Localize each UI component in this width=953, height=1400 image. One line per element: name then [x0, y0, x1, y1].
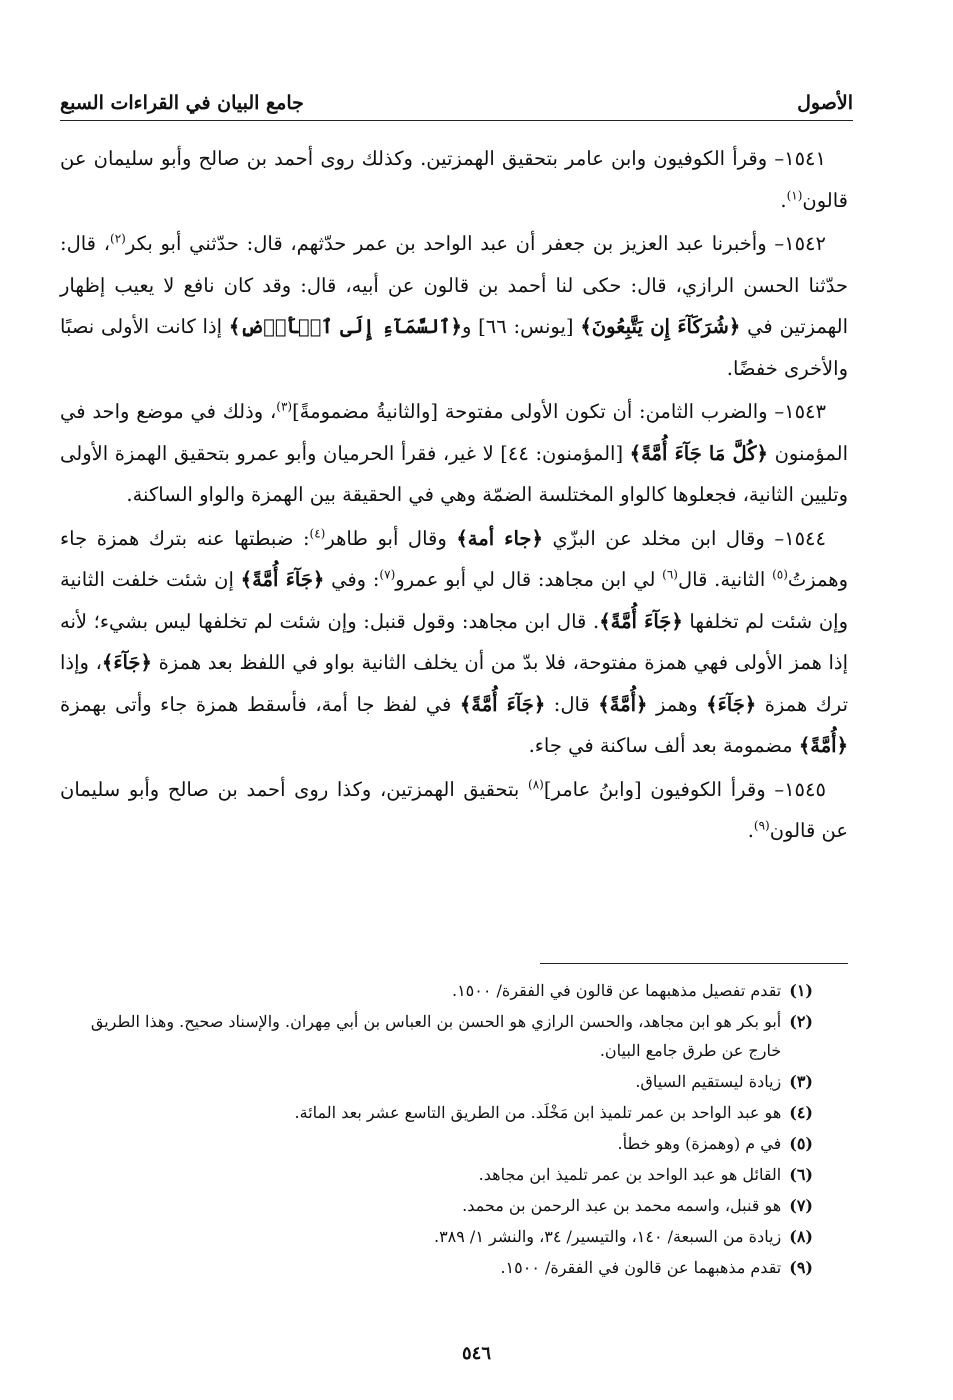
footnote-mark: (٩): [789, 1258, 813, 1277]
footnote-mark: (٣): [789, 1072, 813, 1091]
footnote: [60, 1160, 813, 1189]
footnote-ref[interactable]: (٦): [662, 567, 678, 582]
footnote-text: تقدم مذهبهما عن قالون في الفقرة/ ١٥٠٠.: [500, 1258, 782, 1277]
footnote-ref[interactable]: (٩): [753, 818, 770, 833]
paragraph-1543: ١٥٤٣– والضرب الثامن: أن تكون الأولى مفتوحة [والثانيةُ مضمومةً]$^{(٣)}$، وذلك في موضع واحد في المؤمنون ﴿كُلَّ مَا جَآءَ أُمَّةً﴾ [المؤمنون: ٤٤] لا غير، فقرأ الحرميان وأبو عمرو بتحقيق الهمزة الأولى وتليين الثانية، فجعلوها كالواو المختلسة الضمّة وهي في الحقيقة بين الهمزة والواو الساكنة.: [60, 399, 848, 506]
footnote: [60, 1098, 813, 1127]
paragraph-1542: ١٥٤٢– وأخبرنا عبد العزيز بن جعفر أن عبد الواحد بن عمر حدّثهم، قال: حدّثني أبو بكر$^{(٢)}$، قال: حدّثنا الحسن الرازي، قال: حكى لنا أحمد بن قالون عن أبيه، قال: وقد كان نافع لا يعيب إظهار الهمزتين في ﴿شُرَكَآءَ إِن يَتَّبِعُونَ﴾ [يونس: ٦٦] و﴿ٱلسَّمَآءِ إِلَى ٱلۡأَرۡضِ﴾ إذا كانت الأولى نصبًا والأخرى خفضًا.: [60, 231, 849, 380]
footnote-ref[interactable]: (٤): [309, 526, 326, 540]
footnote-mark: (٤): [789, 1103, 813, 1122]
quran-quote: ﴿جَآءَ﴾: [706, 692, 757, 716]
footnote-text: زيادة من السبعة/ ١٤٠، والتيسير/ ٣٤، والنشر ١/ ٣٨٩.: [433, 1227, 782, 1246]
quran-quote: ﴿جَآءَ أُمَّةً﴾: [599, 609, 683, 633]
footnote-text: هو عبد الواحد بن عمر تلميذ ابن مَخْلَد. من الطريق التاسع عشر بعد المائة.: [294, 1103, 782, 1122]
page-number: ٥٤٦: [461, 1343, 491, 1364]
header-rule: [60, 120, 853, 121]
quran-quote: ﴿جَآءَ أُمَّةً﴾: [459, 692, 546, 716]
footnote: [60, 1222, 813, 1251]
footnote: [60, 1067, 813, 1096]
footnotes: [60, 976, 813, 1284]
footnote-text: أبو بكر هو ابن مجاهد، والحسن الرازي هو الحسن بن العباس بن أبي مِهران. والإسناد صحيح. وهذا الطريق خارج عن طرق جامع البيان.: [90, 1012, 782, 1060]
quran-quote: ﴿كُلَّ مَا جَآءَ أُمَّةً﴾: [629, 441, 768, 465]
footnote-ref[interactable]: (٢): [110, 231, 126, 246]
footnote: [60, 1007, 813, 1065]
paragraph-1544: ١٥٤٤– وقال ابن مخلد عن البزّي ﴿جاء أمة﴾ وقال أبو طاهر$^{(٤)}$: ضبطتها عنه بترك همزة جاء وهمزتُ$^{(٥)}$ الثانية. قال$^{(٦)}$ لي ابن مجاهد: قال لي أبو عمرو$^{(٧)}$: وفي ﴿جَآءَ أُمَّةً﴾ إن شئت خلفت الثانية وإن شئت لم تخلفها ﴿جَآءَ أُمَّةً﴾. قال ابن مجاهد: وقول قنبل: وإن شئت لم تخلفها ليس بشيء؛ لأنه إذا همز الأولى فهي همزة مفتوحة، فلا بدّ من أن يخلف الثانية بواو في اللفظ بعد همزة ﴿جَآءَ﴾، وإذا ترك همزة ﴿جَآءَ﴾ وهمز ﴿أُمَّةً﴾ قال: ﴿جَآءَ أُمَّةً﴾ في لفظ جا أمة، فأسقط همزة جاء وأتى بهمزة ﴿أُمَّةً﴾ مضمومة بعد ألف ساكنة في جاء.: [60, 526, 849, 757]
footnote: [60, 1191, 813, 1220]
chapter-title: الأصول: [797, 92, 853, 114]
footnote-ref[interactable]: (٨): [528, 777, 544, 791]
book-title: جامع البيان في القراءات السبع: [60, 92, 304, 114]
footnote: [60, 976, 813, 1005]
footnote-text: هو قنبل، واسمه محمد بن عبد الرحمن بن محمد.: [462, 1196, 782, 1215]
footnote-ref[interactable]: (٧): [379, 567, 396, 582]
quran-quote: ﴿جَآءَ أُمَّةً﴾: [240, 568, 325, 591]
footnote-mark: (٢): [789, 1012, 813, 1031]
quran-quote: ﴿جاء أمة﴾: [456, 526, 543, 550]
quran-quote: ﴿ٱلسَّمَآءِ إِلَى ٱلۡأَرۡضِ﴾: [228, 315, 462, 338]
footnote-rule: [540, 963, 848, 964]
footnote-ref[interactable]: (٥): [772, 567, 788, 582]
footnote-ref[interactable]: (١): [786, 188, 803, 202]
main-text: [60, 138, 848, 852]
footnote-text: زيادة ليستقيم السياق.: [635, 1072, 782, 1091]
footnote-mark: (٧): [789, 1196, 813, 1215]
quran-quote: ﴿أُمَّةً﴾: [598, 692, 648, 716]
footnote-text: تقدم تفصيل مذهبهما عن قالون في الفقرة/ ١٥٠٠.: [451, 981, 782, 1000]
paragraph-1541: ١٥٤١– وقرأ الكوفيون وابن عامر بتحقيق الهمزتين. وكذلك روى أحمد بن صالح وأبو سليمان عن قالون$^{(١)}$.: [60, 147, 848, 212]
footnote: [60, 1129, 813, 1158]
quran-quote: ﴿أُمَّةً﴾: [798, 734, 848, 757]
quran-quote: ﴿جَآءَ﴾: [101, 651, 152, 674]
footnote-mark: (١): [789, 981, 813, 1000]
footnote-text: في م (وهمزة) وهو خطأ.: [617, 1134, 782, 1153]
footnote-mark: (٦): [789, 1165, 813, 1184]
running-head: [60, 80, 853, 114]
footnote-ref[interactable]: (٣): [276, 399, 293, 414]
paragraph-1545: ١٥٤٥– وقرأ الكوفيون [وابنُ عامر]$^{(٨)}$ بتحقيق الهمزتين، وكذا روى أحمد بن صالح وأبو سليمان عن قالون$^{(٩)}$.: [60, 777, 848, 842]
footnote: [60, 1253, 813, 1282]
footnote-mark: (٨): [789, 1227, 813, 1246]
footnote-mark: (٥): [789, 1134, 813, 1153]
footnote-text: القائل هو عبد الواحد بن عمر تلميذ ابن مجاهد.: [478, 1165, 782, 1184]
quran-quote: ﴿شُرَكَآءَ إِن يَتَّبِعُونَ﴾: [580, 315, 741, 338]
